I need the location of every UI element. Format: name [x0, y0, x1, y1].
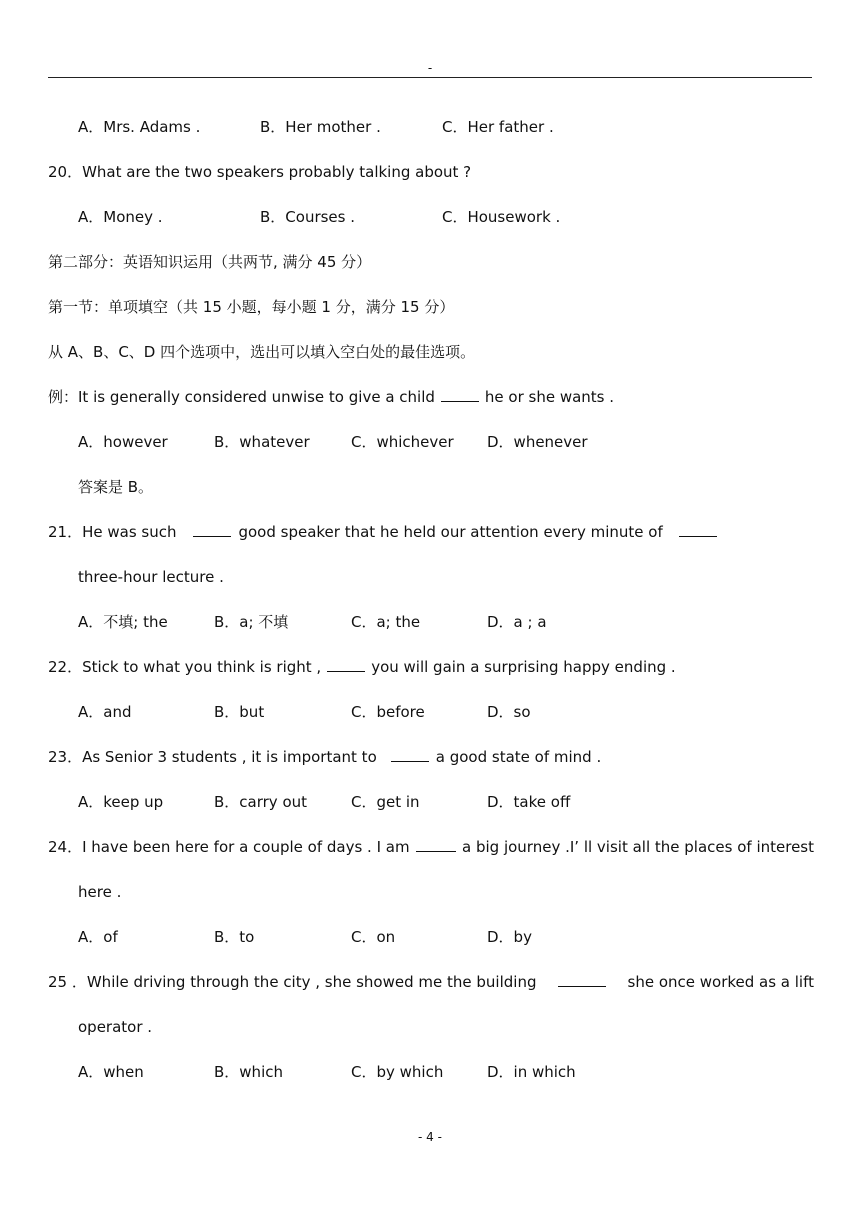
- option-a: A．when: [78, 1063, 144, 1081]
- q23-post: a good state of mind .: [435, 748, 602, 766]
- part-two-heading: 第二部分：英语知识运用（共两节, 满分 45 分）: [48, 253, 372, 271]
- q23-pre: 23．As Senior 3 students , it is important to: [48, 748, 377, 766]
- answer-blank: [679, 522, 717, 537]
- option-a: A．Money .: [78, 208, 163, 226]
- answer-blank: [391, 747, 429, 762]
- answer-blank: [327, 657, 365, 672]
- option-b: B．to: [214, 928, 255, 946]
- example-stem-pre: 例：It is generally considered unwise to give a child: [48, 388, 435, 406]
- example-answer: 答案是 B。: [78, 478, 154, 496]
- option-c: C．whichever: [351, 433, 454, 451]
- option-c: C．Her father .: [442, 118, 554, 136]
- question-25-stem: [48, 972, 814, 992]
- option-a: A．不填; the: [78, 613, 168, 631]
- answer-blank: [193, 522, 231, 537]
- section-one-heading: 第一节：单项填空（共 15 小题，每小题 1 分，满分 15 分）: [48, 298, 455, 316]
- q21-mid: good speaker that he held our attention every minute of: [238, 523, 663, 541]
- q21-pre: 21．He was such: [48, 523, 177, 541]
- question-21-stem: [48, 522, 723, 542]
- option-b: B．but: [214, 703, 265, 721]
- option-b: B．carry out: [214, 793, 308, 811]
- option-d: D．take off: [487, 793, 571, 811]
- option-d: D．so: [487, 703, 531, 721]
- question-20-stem: 20．What are the two speakers probably talking about ?: [48, 163, 472, 181]
- option-a: A．Mrs. Adams .: [78, 118, 201, 136]
- question-23-stem: [48, 747, 601, 767]
- example-stem: [48, 387, 614, 407]
- header-dash: -: [427, 61, 433, 75]
- answer-blank: [416, 837, 456, 852]
- question-21-continued: three-hour lecture .: [78, 568, 224, 586]
- answer-blank: [441, 387, 479, 402]
- option-c: C．Housework .: [442, 208, 561, 226]
- answer-blank: [558, 972, 606, 987]
- q24-post: a big journey .I’ ll visit all the places of interest: [462, 838, 814, 856]
- question-24-continued: here .: [78, 883, 122, 901]
- option-c: C．before: [351, 703, 425, 721]
- option-a: A．however: [78, 433, 168, 451]
- q22-post: you will gain a surprising happy ending .: [371, 658, 676, 676]
- option-c: C．a; the: [351, 613, 421, 631]
- header-rule: [48, 77, 812, 78]
- option-a: A．and: [78, 703, 132, 721]
- option-a: A．keep up: [78, 793, 164, 811]
- example-stem-post: he or she wants .: [484, 388, 615, 406]
- question-25-continued: operator .: [78, 1018, 153, 1036]
- section-instruction: 从 A、B、C、D 四个选项中，选出可以填入空白处的最佳选项。: [48, 343, 476, 361]
- option-b: B．Courses .: [260, 208, 356, 226]
- q22-pre: 22．Stick to what you think is right ,: [48, 658, 322, 676]
- q24-pre: 24．I have been here for a couple of days . I am: [48, 838, 410, 856]
- option-c: C．get in: [351, 793, 420, 811]
- option-d: D．in which: [487, 1063, 576, 1081]
- q25-post: she once worked as a lift: [627, 973, 814, 991]
- option-d: D．whenever: [487, 433, 588, 451]
- q25-pre: 25 ．While driving through the city , she showed me the building: [48, 973, 537, 991]
- option-b: B．whatever: [214, 433, 310, 451]
- question-24-stem: [48, 837, 814, 857]
- option-c: C．by which: [351, 1063, 444, 1081]
- option-c: C．on: [351, 928, 396, 946]
- option-b: B．which: [214, 1063, 283, 1081]
- question-22-stem: [48, 657, 676, 677]
- option-b: B．Her mother .: [260, 118, 381, 136]
- option-b: B．a; 不填: [214, 613, 289, 631]
- page-number: - 4 -: [418, 1130, 442, 1144]
- option-a: A．of: [78, 928, 118, 946]
- option-d: D．a ; a: [487, 613, 547, 631]
- option-d: D．by: [487, 928, 532, 946]
